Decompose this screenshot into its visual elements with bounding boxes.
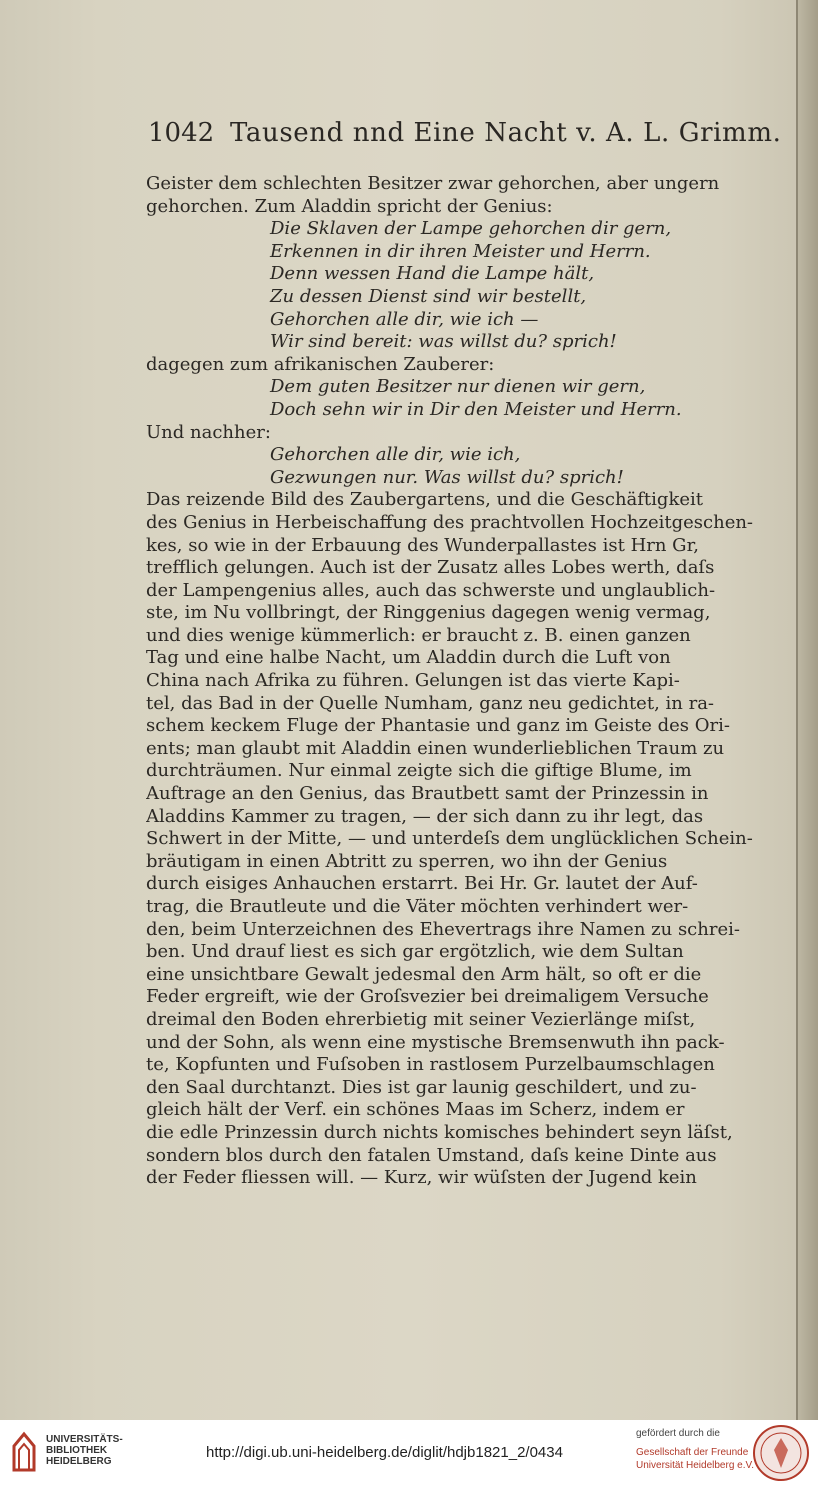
text-line: durch eisiges Anhauchen erstarrt. Bei Hr. Gr. lautet der Auf- [146, 873, 698, 895]
text-line: Feder ergreift, wie der Groſsvezier bei dreimaligem Versuche [146, 986, 709, 1008]
text-line: ben. Und drauf liest es sich gar ergötzlich, wie dem Sultan [146, 941, 684, 963]
text-line: durchträumen. Nur einmal zeigte sich die giftige Blume, im [146, 760, 692, 782]
university-library-logo-icon [10, 1430, 38, 1474]
verse-line: Gezwungen nur. Was willst du? sprich! [270, 466, 624, 488]
text-line: bräutigam in einen Abtritt zu sperren, wo ihn der Genius [146, 850, 668, 872]
verse-line: Zu dessen Dienst sind wir bestellt, [270, 285, 587, 307]
text-line: den, beim Unterzeichnen des Ehevertrags ihre Namen zu schrei- [146, 918, 740, 940]
text-line: Das reizende Bild des Zaubergartens, und die Geschäftigkeit [146, 489, 703, 511]
society-name-line: Gesellschaft der Freunde [636, 1447, 749, 1458]
text-line: Und nachher: [146, 421, 271, 443]
text-line: dagegen zum afrikanischen Zauberer: [146, 353, 495, 375]
verse-line: Doch sehn wir in Dir den Meister und Herrn. [270, 398, 682, 420]
verse-line: Dem guten Besitzer nur dienen wir gern, [270, 376, 646, 398]
text-line: der Feder fliessen will. — Kurz, wir wüſsten der Jugend kein [146, 1167, 697, 1189]
verse-line: Erkennen in dir ihren Meister und Herrn. [270, 240, 651, 262]
text-line: Geister dem schlechten Besitzer zwar gehorchen, aber ungern [146, 173, 720, 194]
text-line: ents; man glaubt mit Aladdin einen wunderlieblichen Traum zu [146, 737, 725, 759]
funded-by-label: gefördert durch die [636, 1428, 720, 1439]
text-line: Auftrage an den Genius, das Brautbett samt der Prinzessin in [146, 783, 709, 805]
text-line: China nach Afrika zu führen. Gelungen ist das vierte Kapi- [146, 670, 680, 692]
text-line: trag, die Brautleute und die Väter möchten verhindert wer- [146, 896, 689, 917]
footer-bar [0, 1420, 818, 1486]
text-line: gehorchen. Zum Aladdin spricht der Genius: [146, 195, 553, 217]
verse-line: Die Sklaven der Lampe gehorchen dir gern, [270, 218, 672, 240]
verse-line: Wir sind bereit: was willst du? sprich! [270, 331, 617, 353]
text-line: te, Kopfunten und Fuſsoben in rastlosem Purzelbaumschlagen [146, 1054, 715, 1076]
text-line: dreimal den Boden ehrerbietig mit seiner Vezierlänge miſst, [146, 1008, 696, 1030]
text-line: trefflich gelungen. Auch ist der Zusatz alles Lobes werth, daſs [146, 557, 715, 579]
text-line: den Saal durchtanzt. Dies ist gar launig geschildert, und zu- [146, 1076, 697, 1098]
text-line: ste, im Nu vollbringt, der Ringgenius dagegen wenig vermag, [146, 602, 711, 624]
text-line: und der Sohn, als wenn eine mystische Bremsenwuth ihn pack- [146, 1031, 725, 1053]
library-name [46, 1434, 123, 1467]
text-line: gleich hält der Verf. ein schönes Maas im Scherz, indem er [146, 1099, 685, 1121]
text-line: kes, so wie in der Erbauung des Wunderpallastes ist Hrn Gr, [146, 534, 699, 556]
page-number: 1042 [148, 118, 215, 148]
text-line: Schwert in der Mitte, — und unterdeſs dem unglücklichen Schein- [146, 828, 753, 850]
verse-line: Denn wessen Hand die Lampe hält, [270, 263, 595, 285]
text-line: der Lampengenius alles, auch das schwerste und unglaublich- [146, 579, 716, 601]
text-line: sondern blos durch den fatalen Umstand, daſs keine Dinte aus [146, 1144, 717, 1166]
text-line: und dies wenige kümmerlich: er braucht z. B. einen ganzen [146, 624, 691, 646]
text-line: eine unsichtbare Gewalt jedesmal den Arm hält, so oft er die [146, 963, 702, 985]
verse-line: Gehorchen alle dir, wie ich — [270, 308, 539, 330]
text-body [146, 173, 798, 1190]
page-edge [798, 0, 818, 1420]
text-line: die edle Prinzessin durch nichts komisches behindert seyn läſst, [146, 1121, 733, 1143]
society-name-line: Universität Heidelberg e.V. [636, 1460, 755, 1471]
verse-line: Gehorchen alle dir, wie ich, [270, 444, 521, 466]
society-name [636, 1446, 754, 1472]
university-seal-icon [752, 1424, 810, 1482]
text-line: Tag und eine halbe Nacht, um Aladdin durch die Luft von [146, 647, 671, 669]
running-header [148, 118, 782, 154]
library-name-line: BIBLIOTHEK [46, 1445, 108, 1456]
text-line: schem keckem Fluge der Phantasie und ganz im Geiste des Ori- [146, 715, 730, 737]
text-line: Aladdins Kammer zu tragen, — der sich dann zu ihr legt, das [146, 805, 704, 827]
library-name-line: HEIDELBERG [46, 1456, 112, 1467]
text-line: des Genius in Herbeischaffung des prachtvollen Hochzeitgeschen- [146, 511, 754, 533]
text-line: tel, das Bad in der Quelle Numham, ganz neu gedichtet, in ra- [146, 692, 715, 714]
library-name-line: UNIVERSITÄTS- [46, 1434, 123, 1445]
running-title: Tausend nnd Eine Nacht v. A. L. Grimm. [230, 118, 782, 148]
permalink-url[interactable]: http://digi.ub.uni-heidelberg.de/diglit/hdjb1821_2/0434 [206, 1444, 563, 1461]
